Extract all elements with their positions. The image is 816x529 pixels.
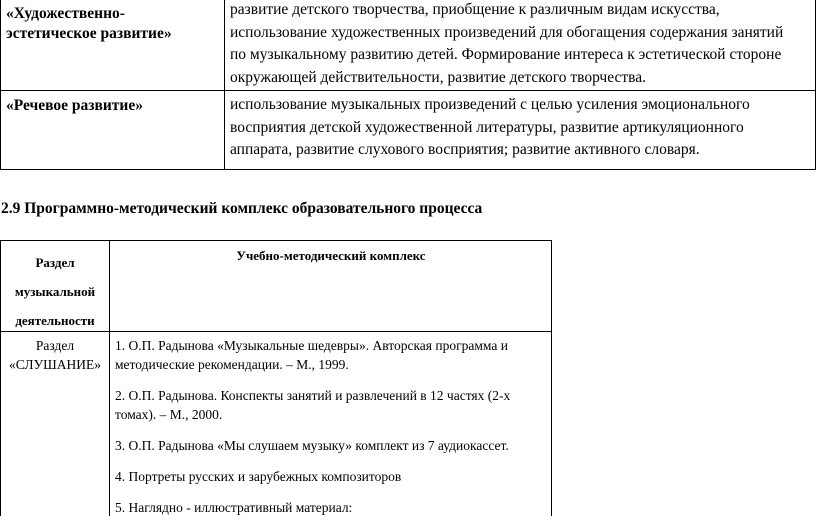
table-column-divider: [224, 0, 225, 170]
section-heading: 2.9 Программно-методический комплекс образовательного процесса: [1, 200, 483, 217]
row-text-line: использование музыкальных произведений с целью усиления эмоционального: [230, 96, 750, 113]
list-item: [115, 498, 545, 517]
row-label-artistic: [6, 4, 172, 44]
row-label-line: «Художественно-: [6, 5, 125, 22]
row-label-speech: [6, 96, 143, 116]
row-text-line: использование художественных произведений для обогащения содержания занятий: [230, 23, 784, 41]
row-text-line: восприятия детской художественной литературы, развитие артикуляционного: [230, 118, 744, 136]
list-item-line: 4. Портреты русских и зарубежных композиторов: [115, 469, 402, 484]
table-row-divider: [0, 90, 816, 91]
row-label-line: эстетическое развитие»: [6, 25, 172, 42]
list-item-line: 1. О.П. Радынова «Музыкальные шедевры». Авторская программа и: [115, 338, 508, 353]
section-label-line: Раздел: [35, 338, 75, 353]
methodical-complex-table: [0, 240, 552, 516]
table-border-right: [551, 240, 552, 516]
row-label-line: «Речевое развитие»: [6, 97, 143, 114]
table-border-bottom: [0, 169, 816, 170]
list-item: [115, 386, 545, 424]
list-item: [115, 436, 545, 455]
list-item: [115, 336, 545, 374]
row-text-line: развитие детского творчества, приобщение к различным видам искусства,: [230, 1, 720, 18]
table-border-left: [0, 0, 1, 170]
row-text-artistic: [230, 0, 805, 89]
row-text-line: аппарата, развитие слухового восприятия; развитие активного словаря.: [230, 141, 700, 158]
list-item-line: 5. Наглядно - иллюстративный материал:: [115, 500, 353, 515]
header-line: музыкальной: [14, 284, 96, 299]
header-line: деятельности: [15, 313, 95, 328]
section-listening-label: [1, 336, 109, 374]
methodical-items-list: [115, 336, 545, 529]
table-column-divider: [109, 240, 110, 516]
list-item-line: 2. О.П. Радынова. Конспекты занятий и развлечений в 12 частях (2-х: [115, 388, 511, 403]
section-label-line: «СЛУШАНИЕ»: [9, 357, 101, 372]
integration-table: [0, 0, 816, 170]
table-border-top: [0, 240, 552, 241]
header-complex-column: Учебно-методический комплекс: [236, 248, 426, 263]
row-text-speech: [230, 94, 805, 162]
header-section-column: [1, 248, 109, 335]
list-item-line: томах). – М., 2000.: [115, 407, 223, 422]
row-text-line: по музыкальному развитию детей. Формирование интереса к эстетической стороне: [230, 46, 782, 63]
list-item-line: методические рекомендации. – М., 1999.: [115, 357, 349, 372]
row-text-line: окружающей действительности, развитие детского творчества.: [230, 68, 647, 86]
list-item: [115, 467, 545, 486]
header-line: Раздел: [35, 255, 75, 270]
list-item-line: 3. О.П. Радынова «Мы слушаем музыку» комплект из 7 аудиокассет.: [115, 438, 509, 453]
